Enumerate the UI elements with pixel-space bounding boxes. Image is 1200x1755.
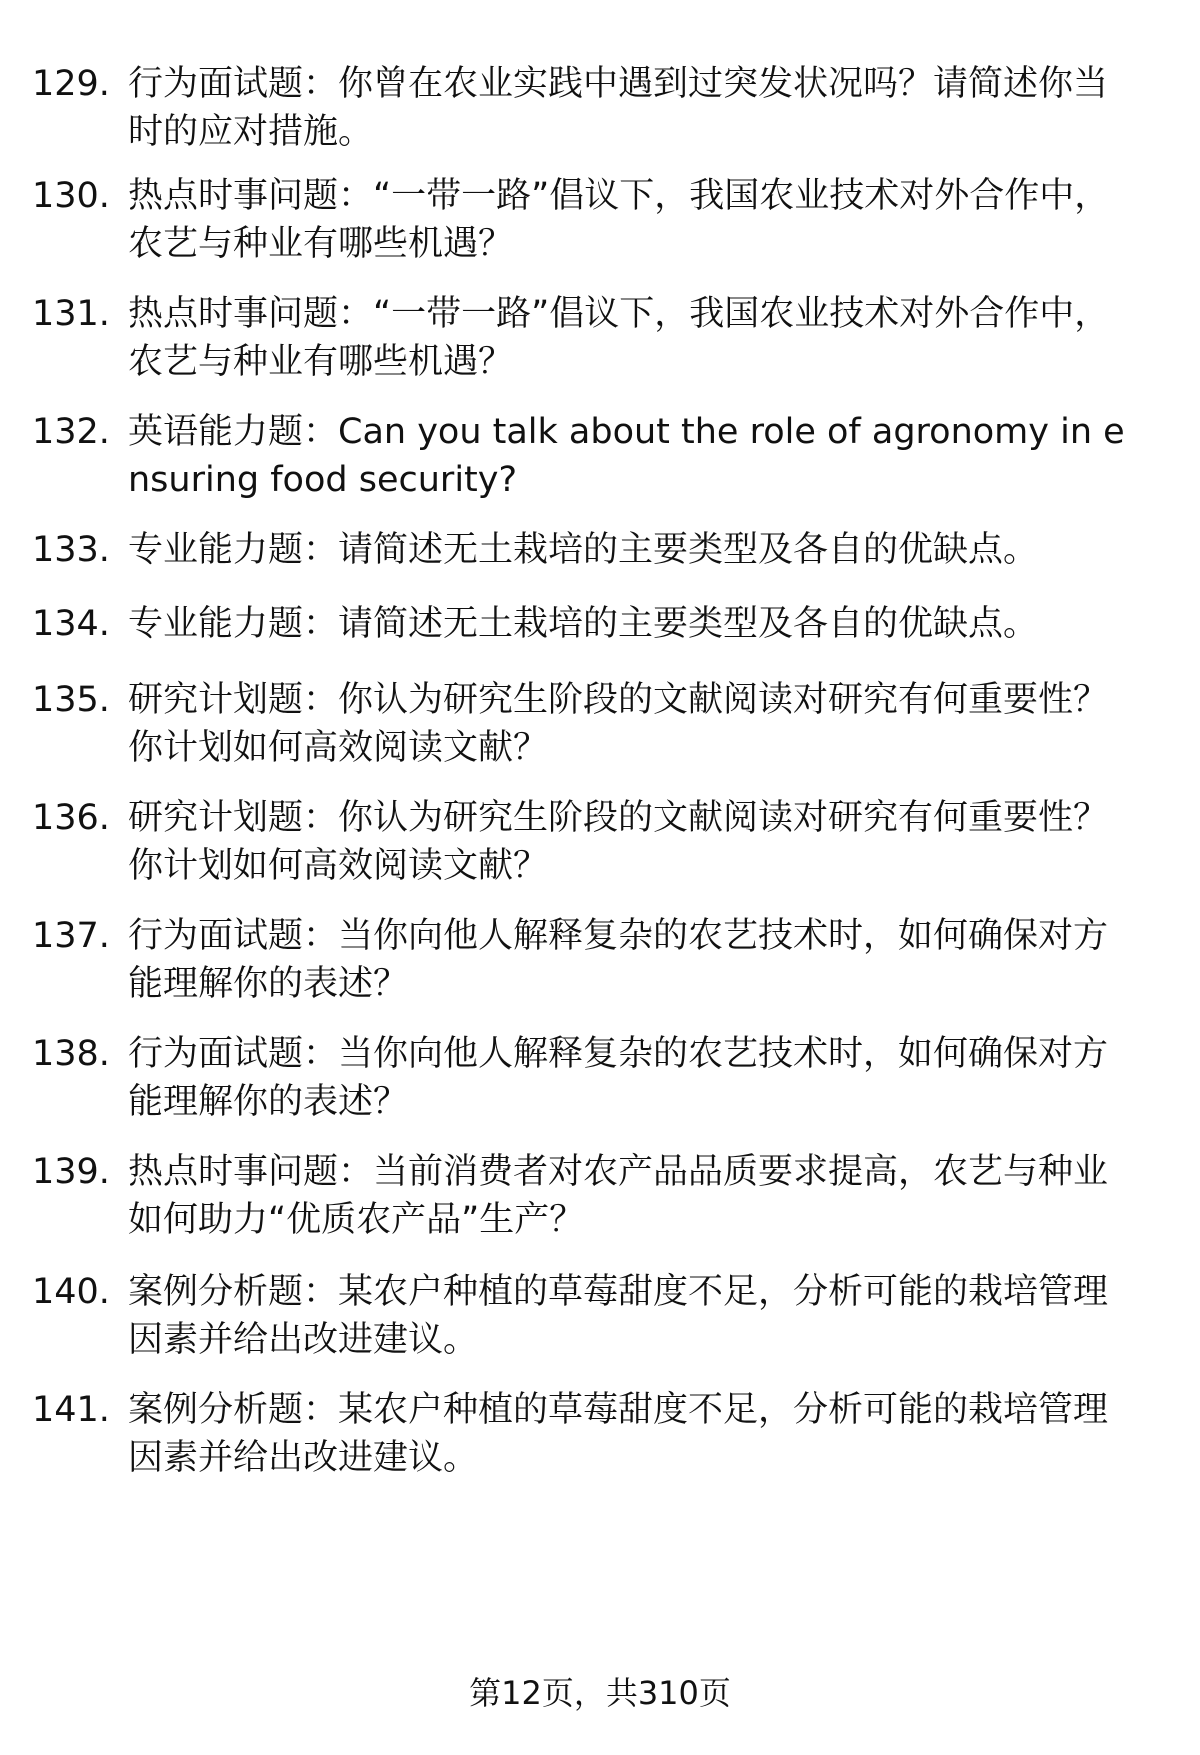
- question-text: 专业能力题：请简述无土栽培的主要类型及各自的优缺点。: [128, 530, 1039, 570]
- question-number: 133.: [32, 530, 110, 570]
- question-number: 130.: [32, 176, 110, 216]
- question-text: 行为面试题：当你向他人解释复杂的农艺技术时，如何确保对方能理解你的表述？: [128, 1034, 1109, 1122]
- question-number: 138.: [32, 1034, 110, 1074]
- question-text: 专业能力题：请简述无土栽培的主要类型及各自的优缺点。: [128, 604, 1039, 644]
- question-text: 研究计划题：你认为研究生阶段的文献阅读对研究有何重要性？你计划如何高效阅读文献？: [128, 798, 1109, 886]
- question-text: 案例分析题：某农户种植的草莓甜度不足，分析可能的栽培管理因素并给出改进建议。: [128, 1272, 1109, 1360]
- question-number: 137.: [32, 916, 110, 956]
- question-number: 129.: [32, 64, 110, 104]
- question-text: 行为面试题：你曾在农业实践中遇到过突发状况吗？请简述你当时的应对措施。: [128, 64, 1109, 152]
- question-number: 141.: [32, 1390, 110, 1430]
- question-number: 131.: [32, 294, 110, 334]
- question-number: 135.: [32, 680, 110, 720]
- page-footer: 第12页，共310页: [469, 1674, 731, 1712]
- question-text: 英语能力题：Can you talk about the role of agronomy in ensuring food security?: [128, 412, 1125, 500]
- question-number: 139.: [32, 1152, 110, 1192]
- question-text: 热点时事问题：“一带一路”倡议下，我国农业技术对外合作中，农艺与种业有哪些机遇？: [128, 176, 1110, 264]
- question-number: 134.: [32, 604, 110, 644]
- question-text: 热点时事问题：当前消费者对农产品品质要求提高，农艺与种业如何助力“优质农产品”生产？: [128, 1152, 1109, 1240]
- question-text: 案例分析题：某农户种植的草莓甜度不足，分析可能的栽培管理因素并给出改进建议。: [128, 1390, 1109, 1478]
- question-text: 研究计划题：你认为研究生阶段的文献阅读对研究有何重要性？你计划如何高效阅读文献？: [128, 680, 1109, 768]
- question-text: 行为面试题：当你向他人解释复杂的农艺技术时，如何确保对方能理解你的表述？: [128, 916, 1109, 1004]
- question-text: 热点时事问题：“一带一路”倡议下，我国农业技术对外合作中，农艺与种业有哪些机遇？: [128, 294, 1110, 382]
- question-number: 132.: [32, 412, 110, 452]
- question-number: 136.: [32, 798, 110, 838]
- question-number: 140.: [32, 1272, 110, 1312]
